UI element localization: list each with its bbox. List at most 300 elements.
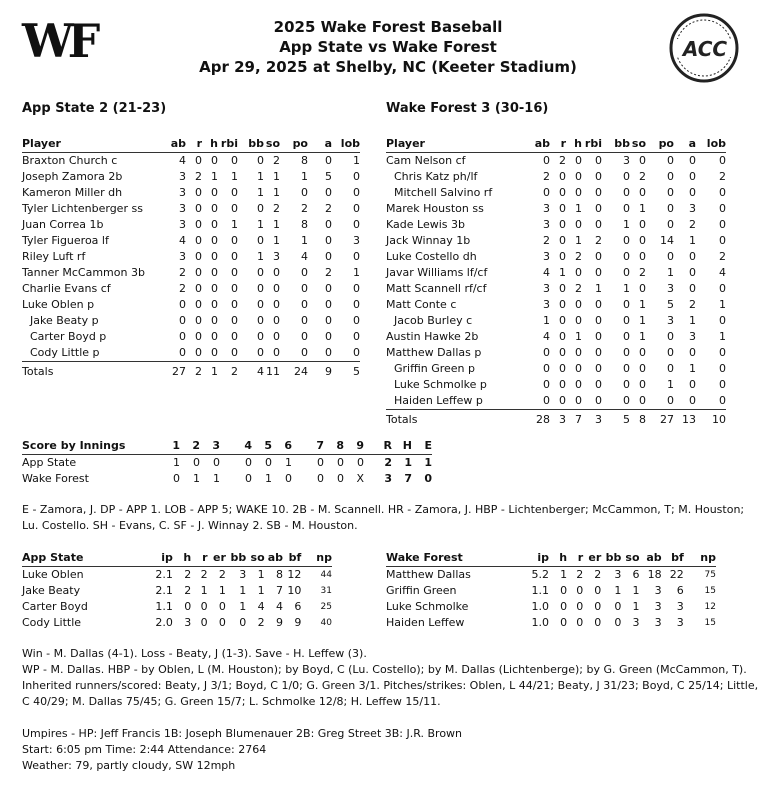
pitch-ab: 8 [275, 568, 283, 581]
pitch-h: 0 [560, 584, 568, 597]
stat-so: 1 [273, 170, 280, 183]
stat-a: 3 [689, 202, 696, 215]
pitch-h: 2 [184, 584, 192, 597]
stat-r: 0 [195, 186, 202, 199]
acc-logo [668, 12, 740, 84]
player-name: Cam Nelson cf [386, 154, 466, 167]
stat-r: 0 [195, 330, 202, 343]
stat-rbi: 1 [231, 218, 238, 231]
pitch-ab: 9 [275, 616, 283, 629]
col-header-a: a [308, 136, 332, 153]
stat-so: 1 [639, 202, 646, 215]
pitching-notes: WP - M. Dallas. HBP - by Oblen, L (M. Houston); by Boyd, C (Lu. Costello); by M. Dallas (Lichtenberge); by G. Green (McCammon, T). Inherited runners/scored: Beaty, J 3/1; Boyd, C 1/0; G. Green 3/1. Pitches/strikes: Oblen, L 44/21; Beaty, J 31/23; Boyd, C 25/14; Little, C 40/29; M. Dallas 75/45; G. Green 15/7; L. Schmolke 12/8; H. Leffew 15/11. [22, 663, 759, 708]
inning-8: 0 [337, 472, 344, 485]
stat-r: 0 [195, 282, 202, 295]
player-name: Tyler Lichtenberger ss [22, 202, 143, 215]
stat-so: 0 [639, 250, 646, 263]
pitch-col-er: er [208, 550, 226, 567]
player-row [22, 233, 360, 249]
stat-so: 2 [639, 266, 646, 279]
pitch-ip: 2.1 [155, 584, 173, 597]
pitch-np: 44 [320, 570, 332, 580]
inning-8: 0 [337, 456, 344, 469]
player-name: Matt Scannell rf/cf [386, 282, 487, 295]
rhe-E: 0 [424, 472, 432, 485]
pitch-er: 2 [218, 568, 226, 581]
player-name: Carter Boyd p [30, 330, 107, 343]
pitcher-name: Griffin Green [386, 584, 457, 597]
pitch-col-bf: bf [662, 550, 684, 567]
pitch-bf: 3 [676, 616, 684, 629]
stat-a: 0 [689, 378, 696, 391]
pitch-np: 31 [320, 586, 332, 596]
away-team-title: App State 2 (21-23) [22, 101, 167, 116]
rhe-H: 7 [404, 472, 412, 485]
stat-rbi: 0 [231, 282, 238, 295]
stat-po: 0 [667, 186, 674, 199]
stat-po: 0 [667, 250, 674, 263]
stat-so: 0 [639, 218, 646, 231]
stat-rbi: 0 [595, 378, 602, 391]
stat-ab: 0 [170, 345, 186, 362]
stat-so: 0 [630, 393, 646, 410]
stat-po: 3 [667, 282, 674, 295]
pitch-col-ip: ip [142, 550, 173, 567]
stat-po: 0 [280, 345, 308, 362]
pitcher-row [386, 599, 716, 615]
pitch-ab: 3 [654, 616, 662, 629]
pitch-so: 1 [632, 600, 640, 613]
stat-a: 2 [689, 218, 696, 231]
stat-ab: 3 [543, 298, 550, 311]
pitch-np: 12 [704, 602, 716, 612]
stat-r: 0 [559, 250, 566, 263]
pitcher-name: Luke Oblen [22, 568, 84, 581]
home-batting-table [386, 136, 726, 428]
stat-lob: 0 [353, 282, 360, 295]
inning-header-3: 3 [200, 438, 220, 455]
pitch-col-np: np [301, 550, 332, 567]
stat-a: 0 [689, 282, 696, 295]
stat-so: 1 [273, 218, 280, 231]
stat-r: 0 [195, 314, 202, 327]
col-header-po: po [646, 136, 674, 153]
line-score-title: Score by Innings [22, 438, 160, 455]
pitch-ab: 7 [275, 584, 283, 597]
player-name: Haiden Leffew p [386, 393, 534, 410]
inning-header-4: 4 [220, 438, 252, 455]
pitch-ip: 1.0 [531, 600, 549, 613]
player-name: Javar Williams lf/cf [386, 266, 488, 279]
stat-lob: 0 [353, 202, 360, 215]
stat-a: 1 [689, 314, 696, 327]
pitch-bf: 22 [669, 568, 684, 581]
stat-h: 0 [566, 393, 582, 410]
stat-po: 1 [301, 170, 308, 183]
stat-rbi: 0 [231, 234, 238, 247]
stat-bb: 0 [623, 314, 630, 327]
col-header-player: Player [386, 136, 534, 153]
stat-ab: 3 [179, 250, 186, 263]
total-ab: 27 [172, 365, 186, 378]
stat-r: 0 [195, 234, 202, 247]
inning-header-H: H [392, 438, 412, 455]
stat-po: 0 [667, 170, 674, 183]
stat-bb: 0 [623, 298, 630, 311]
inning-3: 0 [213, 456, 220, 469]
pitch-h: 1 [560, 568, 568, 581]
pitch-bf: 10 [287, 584, 302, 597]
stat-a: 0 [689, 186, 696, 199]
stat-ab: 4 [543, 330, 550, 343]
inning-7: 0 [317, 472, 324, 485]
stat-po: 1 [667, 378, 674, 391]
stat-so: 0 [273, 266, 280, 279]
stat-ab: 0 [543, 154, 550, 167]
stat-po: 0 [667, 218, 674, 231]
pitch-r: 2 [200, 568, 208, 581]
stat-bb: 0 [623, 250, 630, 263]
player-row [22, 345, 360, 362]
stat-bb: 0 [257, 330, 264, 343]
inning-6: 0 [285, 472, 292, 485]
player-row [386, 361, 726, 377]
pitcher-name: Haiden Leffew [386, 616, 465, 629]
stat-h: 1 [211, 170, 218, 183]
stat-r: 0 [559, 378, 566, 391]
stat-rbi: 0 [218, 345, 238, 362]
stat-r: 0 [559, 298, 566, 311]
pitch-bb: 3 [239, 568, 247, 581]
away-pitching-table [22, 550, 332, 631]
pitch-col-ab: ab [640, 550, 662, 567]
stat-a: 2 [689, 298, 696, 311]
player-row [22, 185, 360, 201]
pitch-er: 0 [594, 584, 602, 597]
stat-a: 2 [325, 202, 332, 215]
stat-lob: 1 [353, 154, 360, 167]
pitch-bb: 1 [239, 600, 247, 613]
inning-5: 1 [265, 472, 272, 485]
stat-a: 2 [325, 266, 332, 279]
player-name: Tanner McCammon 3b [22, 266, 145, 279]
player-row [22, 217, 360, 233]
stat-lob: 0 [719, 282, 726, 295]
stat-rbi: 0 [595, 266, 602, 279]
line-score-row [22, 471, 432, 487]
stat-h: 1 [575, 234, 582, 247]
stat-a: 0 [325, 330, 332, 343]
stat-so: 1 [273, 234, 280, 247]
title-line2: App State vs Wake Forest [279, 38, 497, 56]
inning-4: 0 [245, 472, 252, 485]
stat-h: 0 [211, 266, 218, 279]
player-row [386, 345, 726, 361]
stat-po: 14 [660, 234, 674, 247]
pitch-er: 0 [594, 600, 602, 613]
stat-lob: 0 [353, 330, 360, 343]
stat-bb: 0 [257, 234, 264, 247]
stat-h: 0 [575, 378, 582, 391]
pitch-col-r: r [567, 550, 583, 567]
pitcher-name: Jake Beaty [22, 584, 81, 597]
col-header-rbi: rbi [582, 136, 602, 153]
stat-lob: 0 [353, 170, 360, 183]
inning-2: 1 [193, 472, 200, 485]
stat-po: 1 [301, 234, 308, 247]
inning-header-1: 1 [160, 438, 180, 455]
stat-so: 0 [639, 186, 646, 199]
player-row [22, 169, 360, 185]
pitch-ip: 2.0 [155, 616, 173, 629]
stat-r: 1 [559, 266, 566, 279]
stat-lob: 0 [353, 186, 360, 199]
stat-h: 0 [211, 186, 218, 199]
pitch-col-np: np [684, 550, 716, 567]
stat-r: 0 [195, 250, 202, 263]
stat-so: 1 [639, 298, 646, 311]
player-name: Juan Correa 1b [22, 218, 104, 231]
stat-h: 2 [575, 250, 582, 263]
pitch-er: 0 [594, 616, 602, 629]
inning-header-2: 2 [180, 438, 200, 455]
col-header-so: so [630, 136, 646, 153]
pitch-np: 40 [320, 618, 332, 628]
inning-header-R: R [364, 438, 392, 455]
stat-h: 0 [211, 218, 218, 231]
stat-ab: 3 [543, 250, 550, 263]
pitch-bb: 0 [614, 600, 622, 613]
pitch-col-er: er [583, 550, 601, 567]
stat-r: 0 [195, 154, 202, 167]
pitch-r: 0 [200, 600, 208, 613]
stat-so: 0 [264, 345, 280, 362]
line-score-team: App State [22, 456, 77, 469]
stat-ab: 3 [543, 282, 550, 295]
stat-ab: 4 [179, 154, 186, 167]
stat-lob: 0 [353, 314, 360, 327]
stat-h: 0 [211, 250, 218, 263]
stat-ab: 0 [179, 314, 186, 327]
home-pitching-table [386, 550, 716, 631]
total-so: 8 [639, 413, 646, 426]
pitcher-row [386, 615, 716, 631]
col-header-bb: bb [238, 136, 264, 153]
stat-po: 8 [301, 154, 308, 167]
player-name: Luke Schmolke p [394, 378, 487, 391]
player-name: Luke Oblen p [22, 298, 95, 311]
player-row [386, 201, 726, 217]
stat-rbi: 0 [595, 330, 602, 343]
col-header-lob: lob [332, 136, 360, 153]
stat-rbi: 0 [231, 154, 238, 167]
stat-so: 0 [639, 234, 646, 247]
col-header-ab: ab [170, 136, 186, 153]
stat-bb: 0 [257, 282, 264, 295]
stat-rbi: 0 [595, 362, 602, 375]
stat-po: 0 [301, 186, 308, 199]
stat-a: 0 [689, 266, 696, 279]
pitch-col-bb: bb [226, 550, 246, 567]
pitch-ip: 2.1 [155, 568, 173, 581]
player-row [22, 313, 360, 329]
stat-a: 0 [689, 250, 696, 263]
pitch-col-h: h [173, 550, 191, 567]
player-name: Jack Winnay 1b [386, 234, 471, 247]
stat-r: 0 [559, 218, 566, 231]
total-r: 3 [559, 413, 566, 426]
stat-so: 1 [639, 330, 646, 343]
col-header-rbi: rbi [218, 136, 238, 153]
stat-po: 2 [301, 202, 308, 215]
stat-lob: 1 [719, 330, 726, 343]
line-score-row [22, 455, 432, 472]
stat-ab: 0 [543, 346, 550, 359]
stat-so: 0 [639, 154, 646, 167]
stat-rbi: 0 [582, 393, 602, 410]
stat-lob: 0 [719, 154, 726, 167]
stat-bb: 1 [257, 170, 264, 183]
stat-ab: 2 [179, 266, 186, 279]
stat-lob: 0 [719, 314, 726, 327]
pitch-ip: 5.2 [531, 568, 549, 581]
stat-bb: 1 [623, 282, 630, 295]
stat-ab: 4 [543, 266, 550, 279]
stat-rbi: 0 [231, 202, 238, 215]
stat-lob: 1 [719, 298, 726, 311]
stat-bb: 0 [623, 330, 630, 343]
pitch-bb: 1 [239, 584, 247, 597]
pitch-bb: 3 [614, 568, 622, 581]
pitch-so: 2 [257, 616, 265, 629]
stat-rbi: 2 [595, 234, 602, 247]
totals-row [22, 362, 360, 381]
stat-ab: 4 [179, 234, 186, 247]
pitcher-name: Matthew Dallas [386, 568, 471, 581]
stat-ab: 0 [543, 362, 550, 375]
stat-po: 0 [301, 282, 308, 295]
stat-po: 5 [667, 298, 674, 311]
stat-rbi: 0 [595, 314, 602, 327]
stat-ab: 3 [179, 186, 186, 199]
col-header-po: po [280, 136, 308, 153]
stat-a: 1 [689, 234, 696, 247]
stat-rbi: 0 [595, 154, 602, 167]
stat-a: 0 [674, 393, 696, 410]
stat-lob: 0 [696, 393, 726, 410]
stat-r: 0 [195, 266, 202, 279]
pitcher-row [386, 583, 716, 599]
stat-so: 0 [273, 282, 280, 295]
stat-h: 1 [575, 330, 582, 343]
stat-r: 0 [559, 282, 566, 295]
total-rbi: 3 [595, 413, 602, 426]
pitching-team-header: Wake Forest [386, 550, 505, 567]
stat-a: 0 [325, 282, 332, 295]
stat-po: 0 [667, 202, 674, 215]
stat-po: 0 [667, 154, 674, 167]
stat-h: 0 [202, 345, 218, 362]
stat-r: 0 [195, 202, 202, 215]
total-po: 27 [660, 413, 674, 426]
stat-a: 0 [689, 154, 696, 167]
rhe-H: 1 [404, 456, 412, 469]
totals-label: Totals [386, 413, 418, 426]
player-name: Braxton Church c [22, 154, 118, 167]
stat-po: 0 [667, 362, 674, 375]
col-header-r: r [186, 136, 202, 153]
stat-a: 0 [325, 154, 332, 167]
stat-rbi: 1 [595, 282, 602, 295]
pitch-h: 0 [560, 600, 568, 613]
stat-po: 0 [646, 393, 674, 410]
stat-po: 0 [301, 330, 308, 343]
player-name: Griffin Green p [394, 362, 475, 375]
stat-bb: 0 [623, 266, 630, 279]
stat-bb: 0 [623, 186, 630, 199]
stat-r: 0 [195, 298, 202, 311]
stat-so: 2 [273, 154, 280, 167]
stat-so: 2 [273, 202, 280, 215]
stat-h: 0 [211, 282, 218, 295]
stat-so: 2 [639, 170, 646, 183]
pitch-ab: 4 [275, 600, 283, 613]
pitch-col-so: so [621, 550, 639, 567]
pitch-so: 4 [257, 600, 265, 613]
inning-1: 1 [173, 456, 180, 469]
batting-notes: E - Zamora, J. DP - APP 1. LOB - APP 5; WAKE 10. 2B - M. Scannell. HR - Zamora, J. HBP - Lichtenberger; McCammon, T; M. Houston; Lu. Costello. SH - Evans, C. SF - J. Winnay 2. SB - M. Houston. [22, 503, 745, 532]
player-row [22, 329, 360, 345]
stat-po: 3 [667, 314, 674, 327]
player-name: Jake Beaty p [30, 314, 99, 327]
stat-h: 0 [575, 298, 582, 311]
pitch-so: 3 [632, 616, 640, 629]
stat-r: 0 [195, 218, 202, 231]
inning-4: 0 [245, 456, 252, 469]
stat-bb: 0 [623, 346, 630, 359]
stat-rbi: 0 [595, 218, 602, 231]
pitch-r: 0 [576, 584, 584, 597]
stat-lob: 0 [332, 345, 360, 362]
total-bb: 5 [623, 413, 630, 426]
pitch-col-ab: ab [265, 550, 283, 567]
total-so: 11 [266, 365, 280, 378]
player-name: Austin Hawke 2b [386, 330, 479, 343]
pitch-bb: 1 [614, 584, 622, 597]
stat-h: 1 [575, 202, 582, 215]
pitch-er: 0 [218, 600, 226, 613]
pitch-np: 25 [320, 602, 332, 612]
pitch-bf: 3 [676, 600, 684, 613]
stat-lob: 0 [719, 346, 726, 359]
pitch-ab: 3 [654, 600, 662, 613]
stat-ab: 3 [179, 218, 186, 231]
stat-lob: 2 [719, 170, 726, 183]
total-lob: 5 [353, 365, 360, 378]
stat-so: 0 [273, 330, 280, 343]
pitch-er: 0 [218, 616, 226, 629]
player-name: Chris Katz ph/lf [394, 170, 478, 183]
pitch-np: 15 [704, 618, 716, 628]
rhe-R: 2 [384, 456, 392, 469]
pitch-ab: 18 [647, 568, 662, 581]
total-bb: 4 [257, 365, 264, 378]
stat-so: 3 [273, 250, 280, 263]
stat-lob: 0 [719, 234, 726, 247]
pitch-col-ip: ip [505, 550, 549, 567]
col-header-h: h [202, 136, 218, 153]
stat-rbi: 0 [595, 186, 602, 199]
